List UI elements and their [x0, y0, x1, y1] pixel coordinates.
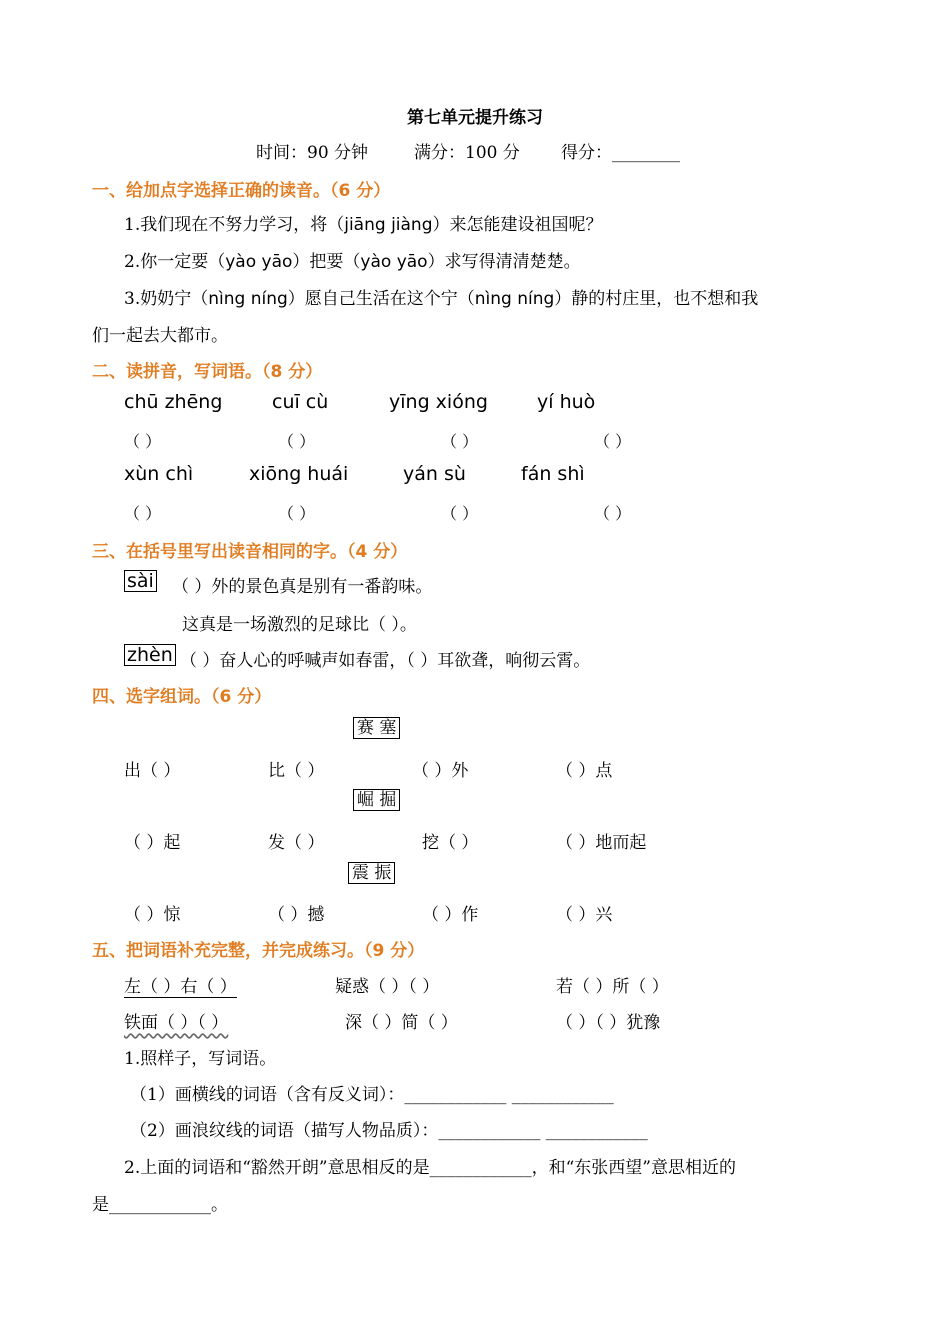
word-fill[interactable]: 若（ ）所（ ） [556, 977, 669, 997]
pinyin-item: yán sù [403, 463, 466, 485]
answer-blank[interactable]: （ ） [441, 432, 479, 451]
pinyin-item: yí huò [537, 391, 596, 413]
full-score-info: 满分：100 分 [414, 143, 520, 163]
char-choice-box-3: 震 振 [348, 862, 395, 884]
section-4-heading: 四、选字组词。（6 分） [92, 687, 272, 707]
s3-line-2: 这真是一场激烈的足球比（ ）。 [182, 615, 417, 635]
s5-q2-line-2[interactable]: 是____________。 [92, 1195, 228, 1215]
word-wavy[interactable]: 铁面（ ）（ ） [124, 1013, 229, 1033]
s5-q1: 1.照样子，写词语。 [124, 1049, 277, 1069]
word-fill[interactable]: （ ）（ ）犹豫 [556, 1013, 661, 1033]
s1-q1-text-a: 1.我们现在不努力学习，将（ [124, 215, 345, 235]
s4-item[interactable]: 挖（ ） [422, 833, 479, 853]
s4-item[interactable]: （ ）作 [422, 905, 479, 925]
section-1-heading: 一、给加点字选择正确的读音。（6 分） [92, 181, 391, 201]
s1-question-3 [124, 284, 758, 309]
s1-q2-pinyin-1[interactable]: yào yāo [225, 252, 293, 272]
char-choice-box-2: 崛 掘 [353, 789, 400, 811]
pinyin-item: yīng xióng [389, 391, 488, 413]
s4-item[interactable]: （ ）惊 [124, 905, 181, 925]
s4-item[interactable]: （ ）外 [412, 761, 469, 781]
section-2-heading: 二、读拼音，写词语。（8 分） [92, 362, 323, 382]
s1-question-2 [124, 247, 581, 272]
pinyin-item: fán shì [521, 463, 585, 485]
s5-q1-1[interactable]: （1）画横线的词语（含有反义词）：____________ ____________ [130, 1085, 614, 1105]
s1-q2-text-b: ）把要（ [292, 252, 361, 272]
answer-blank[interactable]: （ ） [278, 432, 316, 451]
s4-item[interactable]: （ ）地而起 [556, 833, 647, 853]
s4-item[interactable]: （ ）点 [556, 761, 613, 781]
s1-q2-pinyin-2[interactable]: yào yāo [360, 252, 428, 272]
char-choice-box-1: 赛 塞 [353, 717, 400, 739]
s3-line-1: （ ）外的景色真是别有一番韵味。 [172, 577, 433, 597]
word-underlined[interactable]: 左（ ）右（ ） [124, 972, 237, 998]
s1-q1-text-b: ）来怎能建设祖国呢？ [432, 215, 603, 235]
score-field[interactable]: 得分：________ [561, 143, 680, 163]
word-fill[interactable]: 疑惑（ ）（ ） [335, 977, 440, 997]
section-5-heading: 五、把词语补充完整，并完成练习。（9 分） [92, 941, 425, 961]
time-info: 时间：90 分钟 [256, 143, 369, 163]
page-title: 第七单元提升练习 [407, 108, 543, 128]
answer-blank[interactable]: （ ） [594, 504, 632, 523]
answer-blank[interactable]: （ ） [124, 432, 162, 451]
s1-q3-pinyin-1[interactable]: nìng níng [208, 289, 288, 309]
s4-item[interactable]: 出（ ） [124, 761, 181, 781]
answer-blank[interactable]: （ ） [594, 432, 632, 451]
s5-q1-2[interactable]: （2）画浪纹线的词语（描写人物品质）：____________ ____________ [130, 1121, 648, 1141]
answer-blank[interactable]: （ ） [124, 504, 162, 523]
word-fill[interactable]: 深（ ）简（ ） [345, 1013, 458, 1033]
s1-q3-pinyin-2[interactable]: nìng níng [474, 289, 555, 309]
s1-q3-text-c: ）静的村庄里，也不想和我 [554, 289, 759, 309]
pinyin-item: chū zhēng [124, 391, 223, 413]
s1-q3-text-b: ）愿自己生活在这个宁（ [287, 289, 475, 309]
pinyin-item: xiōng huái [249, 463, 349, 485]
s1-q1-pinyin[interactable]: jiāng jiàng [344, 215, 433, 235]
s4-item[interactable]: （ ）兴 [556, 905, 613, 925]
s1-q3-line-2: 们一起去大都市。 [92, 326, 228, 346]
s4-item[interactable]: （ ）撼 [268, 905, 325, 925]
s1-q2-text-c: ）求写得清清楚楚。 [427, 252, 581, 272]
s4-item[interactable]: （ ）起 [124, 833, 181, 853]
pinyin-item: xùn chì [124, 463, 194, 485]
s3-line-3: （ ）奋人心的呼喊声如春雷，（ ）耳欲聋，响彻云霄。 [180, 651, 591, 671]
s5-q2-line-1[interactable]: 2.上面的词语和“豁然开朗”意思相反的是____________，和“东张西望”意思相近的 [124, 1158, 736, 1178]
s4-item[interactable]: 比（ ） [268, 761, 325, 781]
pinyin-item: cuī cù [272, 391, 329, 413]
s1-q3-text-a: 3.奶奶宁（ [124, 289, 209, 309]
s1-q2-text-a: 2.你一定要（ [124, 252, 226, 272]
answer-blank[interactable]: （ ） [278, 504, 316, 523]
pinyin-box-zhen: zhèn [124, 644, 176, 666]
answer-blank[interactable]: （ ） [441, 504, 479, 523]
s1-question-1 [124, 210, 603, 235]
section-3-heading: 三、在括号里写出读音相同的字。（4 分） [92, 542, 408, 562]
s4-item[interactable]: 发（ ） [268, 833, 325, 853]
pinyin-box-sai: sài [124, 570, 157, 592]
